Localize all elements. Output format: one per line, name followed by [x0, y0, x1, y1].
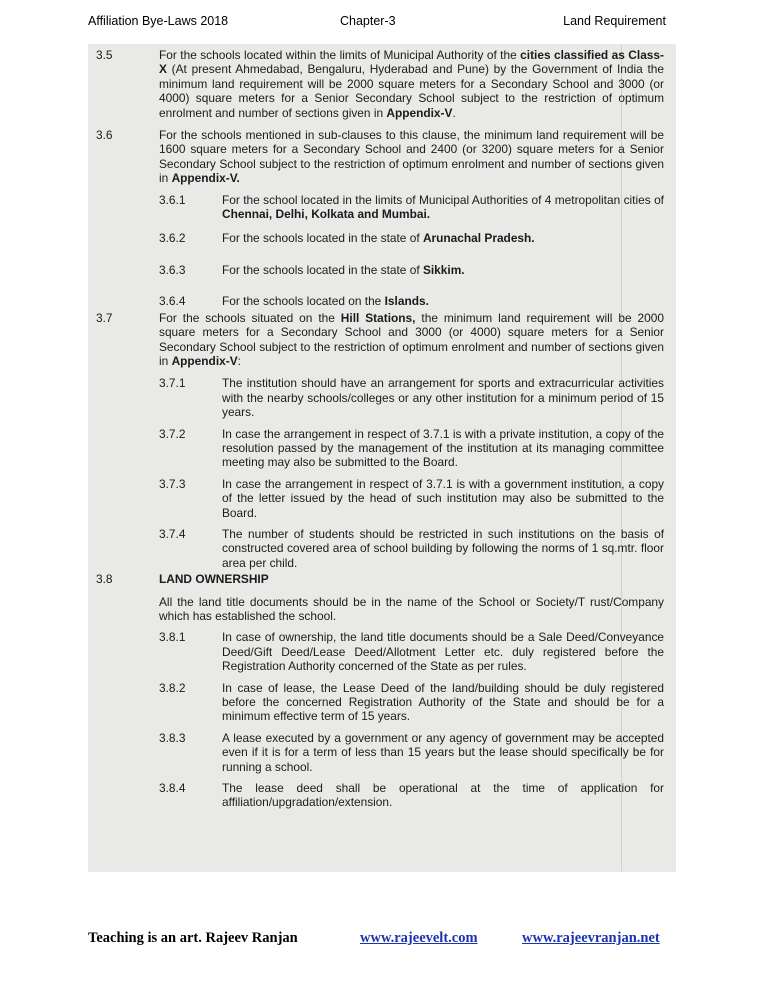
clause-text: For the schools located within the limits of Municipal Authority of the cities classified as Class-X (At present Ahmedabad, Bengaluru, Hyderabad and Pune) by the Government of India the minimum land requirement will be 2000 square meters for a Secondary School and 3000 (or 4000) square meters for a Senior Secondary School subject to the restriction of optimum enrolment and number of sections given in Appendix-V.	[159, 48, 664, 120]
subclause-3-8-2	[96, 681, 664, 724]
footer-link-rajeevelt[interactable]: www.rajeevelt.com	[360, 930, 478, 946]
subclause-number: 3.6.1	[159, 192, 186, 207]
subclause-3-6-4	[96, 294, 664, 308]
subclause-number: 3.8.4	[159, 781, 186, 796]
clause-text: For the schools situated on the Hill Stations, the minimum land requirement will be 2000 square meters for a Secondary School and 3000 (or 4000) square meters for a Senior Secondary School subject to the restriction of optimum enrolment and number of sections given in Appendix-V:	[159, 310, 665, 368]
subclause-text: A lease executed by a government or any agency of government may be accepted even if it is for a term of less than 15 years but the lease should specifically be for running a school.	[222, 730, 664, 774]
clause-number: 3.5	[96, 48, 113, 62]
subclause-number: 3.7.3	[159, 476, 186, 491]
clause-3-6	[96, 128, 664, 186]
subclause-number: 3.8.2	[159, 680, 186, 695]
clause-text: For the schools mentioned in sub-clauses to this clause, the minimum land requirement will be 1600 square meters for a Secondary School and 2400 (or 3200) square meters for a Senior Secondary School subject to the restriction of optimum enrolment and number of sections given in Appendix-V.	[159, 128, 664, 186]
subclause-text: In case of ownership, the land title documents should be a Sale Deed/Conveyance Deed/Gift Deed/Lease Deed/Allotment Letter etc. duly registered before the Registration Authority concerned of the State as per rules.	[222, 630, 664, 674]
document-body	[96, 48, 664, 810]
subclause-3-7-1	[96, 376, 664, 419]
clause-number: 3.8	[96, 572, 113, 587]
clause-number: 3.6	[96, 128, 113, 143]
page-header	[88, 14, 666, 34]
subclause-number: 3.6.3	[159, 262, 186, 277]
clause-number: 3.7	[96, 310, 113, 325]
subclause-3-7-3	[96, 477, 664, 520]
subclause-number: 3.6.2	[159, 231, 186, 246]
footer-tagline: Teaching is an art. Rajeev Ranjan	[88, 930, 298, 946]
subclause-text: In case the arrangement in respect of 3.7.1 is with a government institution, a copy of the letter issued by the head of such institution may also be submitted to the Board.	[222, 476, 664, 520]
subclause-text: The lease deed shall be operational at the time of application for affiliation/upgradation/extension.	[222, 781, 664, 810]
subclause-text: In case the arrangement in respect of 3.7.1 is with a private institution, a copy of the resolution passed by the management of the institution at its managing committee meeting may also be submitted to the Board.	[222, 426, 664, 470]
clause-text: All the land title documents should be in the name of the School or Society/T rust/Company which has established the school.	[159, 594, 664, 623]
subclause-text: The institution should have an arrangement for sports and extracurricular activities with the nearby schools/colleges or any other institution for a minimum period of 15 years.	[222, 376, 664, 420]
subclause-text: For the schools located in the state of Arunachal Pradesh.	[222, 231, 535, 246]
subclause-number: 3.7.4	[159, 526, 186, 541]
footer-link-rajeevranjan[interactable]: www.rajeevranjan.net	[522, 930, 660, 946]
subclause-number: 3.7.2	[159, 426, 186, 441]
clause-3-5	[96, 48, 664, 120]
subclause-3-7-2	[96, 427, 664, 470]
subclause-text: For the school located in the limits of Municipal Authorities of 4 metropolitan cities of Chennai, Delhi, Kolkata and Mumbai.	[222, 192, 664, 222]
subclause-3-8-4	[96, 781, 664, 810]
clause-3-8	[96, 572, 664, 586]
subclause-number: 3.8.1	[159, 630, 186, 645]
header-section: Land Requirement	[563, 14, 666, 28]
subclause-text: For the schools located in the state of Sikkim.	[222, 262, 465, 277]
section-heading: LAND OWNERSHIP	[159, 572, 269, 587]
subclause-text: In case of lease, the Lease Deed of the land/building should be duly registered before the concerned Registration Authority of the State and should be for a minimum effective term of 15 years.	[222, 680, 664, 724]
subclause-3-8-1	[96, 630, 664, 673]
subclause-text: The number of students should be restricted in such institutions on the basis of constructed covered area of school building by following the norms of 1 sq.mtr. floor area per child.	[222, 526, 664, 570]
clause-3-7	[96, 311, 664, 369]
subclause-3-7-4	[96, 527, 664, 570]
subclause-number: 3.6.4	[159, 294, 186, 309]
header-title: Affiliation Bye-Laws 2018	[88, 14, 229, 28]
subclause-number: 3.8.3	[159, 730, 186, 745]
subclause-3-8-3	[96, 731, 664, 774]
subclause-number: 3.7.1	[159, 376, 186, 391]
header-chapter: Chapter-3	[340, 14, 396, 28]
subclause-3-6-2	[96, 231, 664, 245]
subclause-3-6-1	[96, 193, 664, 222]
page-footer	[88, 930, 688, 950]
subclause-text: For the schools located on the Islands.	[222, 294, 429, 309]
subclause-3-6-3	[96, 263, 664, 277]
clause-3-8-intro	[96, 595, 664, 624]
